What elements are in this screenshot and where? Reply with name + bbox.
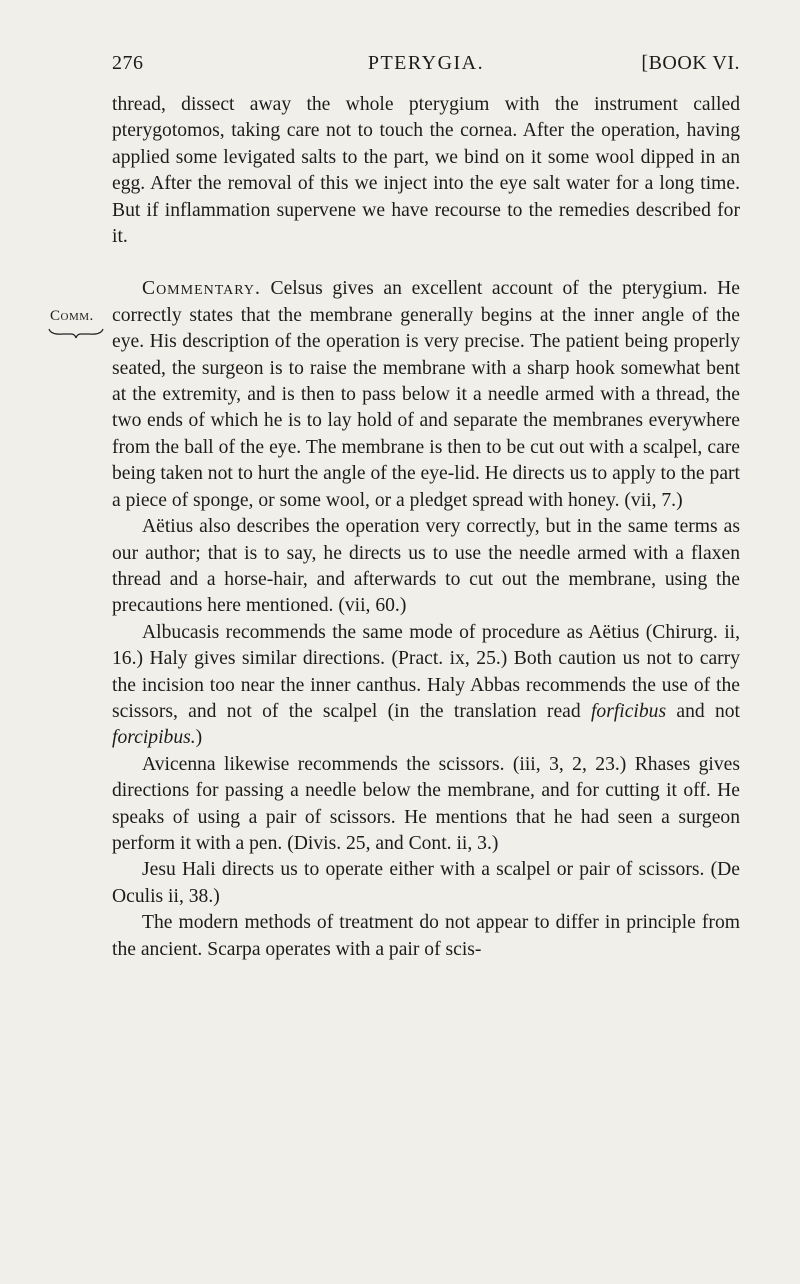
commentary-heading: Commentary. xyxy=(142,278,261,300)
paragraph-jesu-hali: Jesu Hali directs us to operate either with a scalpel or pair of scissors. (De Oculis ii, 38.) xyxy=(112,859,740,907)
book-label: [BOOK VI. xyxy=(641,52,740,74)
albucasis-text-b: and not xyxy=(666,700,740,722)
page-number: 276 xyxy=(112,52,144,74)
paragraph-avicenna: Avicenna likewise recommends the scissors. (iii, 3, 2, 23.) Rhases gives directions for passing a needle below the membrane, and for cutting it off. He speaks of using a pair of scissors. He mentions that he had seen a surgeon perform it with a pen. (Divis. 25, and Cont. ii, 3.) xyxy=(112,753,740,854)
albucasis-text-a: Albucasis recommends the same mode of procedure as Aëtius (Chirurg. ii, 16.) Haly gives similar directions. (Pract. ix, 25.) Both caution us not to carry the incision too near the inner canthus. Haly Abbas recommends the use of the scissors, and not of the scalpel (in the translation read xyxy=(112,621,740,722)
paragraph-modern: The modern methods of treatment do not appear to differ in principle from the ancient. Scarpa operates with a pair of scis- xyxy=(112,912,740,960)
italic-forficibus: forficibus xyxy=(590,700,667,722)
italic-forcipibus: forcipibus. xyxy=(112,727,196,749)
margin-note: Comm. xyxy=(50,308,94,324)
albucasis-text-c: ) xyxy=(195,727,203,749)
running-header xyxy=(112,52,740,80)
paragraph-commentary xyxy=(112,276,740,514)
paragraph-aetius: Aëtius also describes the operation very correctly, but in the same terms as our author; that is to say, he directs us to use the needle armed with a flaxen thread and a horse-hair, and afterwards to cut out the membrane, using the precautions here mentioned. (vii, 60.) xyxy=(112,516,740,617)
running-title: PTERYGIA. xyxy=(367,52,485,74)
paragraph-1: thread, dissect away the whole pterygium with the instrument called pterygotomos, taking care not to touch the cornea. After the operation, having applied some levigated salts to the part, we bind on it some wool dipped in an egg. After the removal of this we inject into the eye salt water for a long time. But if inflammation supervene we have recourse to the remedies described for it. xyxy=(112,94,740,248)
commentary-text: Celsus gives an excellent account of the pterygium. He correctly states that the membrane generally begins at the inner angle of the eye. His description of the operation is very precise. The patient being properly seated, the surgeon is to raise the membrane with a sharp hook somewhat bent at the extremity, and is then to pass below it a needle armed with a thread, the two ends of which he is to lay hold of and separate the membranes everywhere from the ball of the eye. The membrane is then to be cut out with a scalpel, care being taken not to hurt the angle of the eye-lid. He directs us to apply to the part a piece of sponge, or some wool, or a pledget spread with honey. (vii, 7.) xyxy=(112,278,740,511)
paragraph-albucasis xyxy=(112,620,740,752)
margin-brace-icon xyxy=(47,326,105,340)
body-text xyxy=(112,92,740,963)
